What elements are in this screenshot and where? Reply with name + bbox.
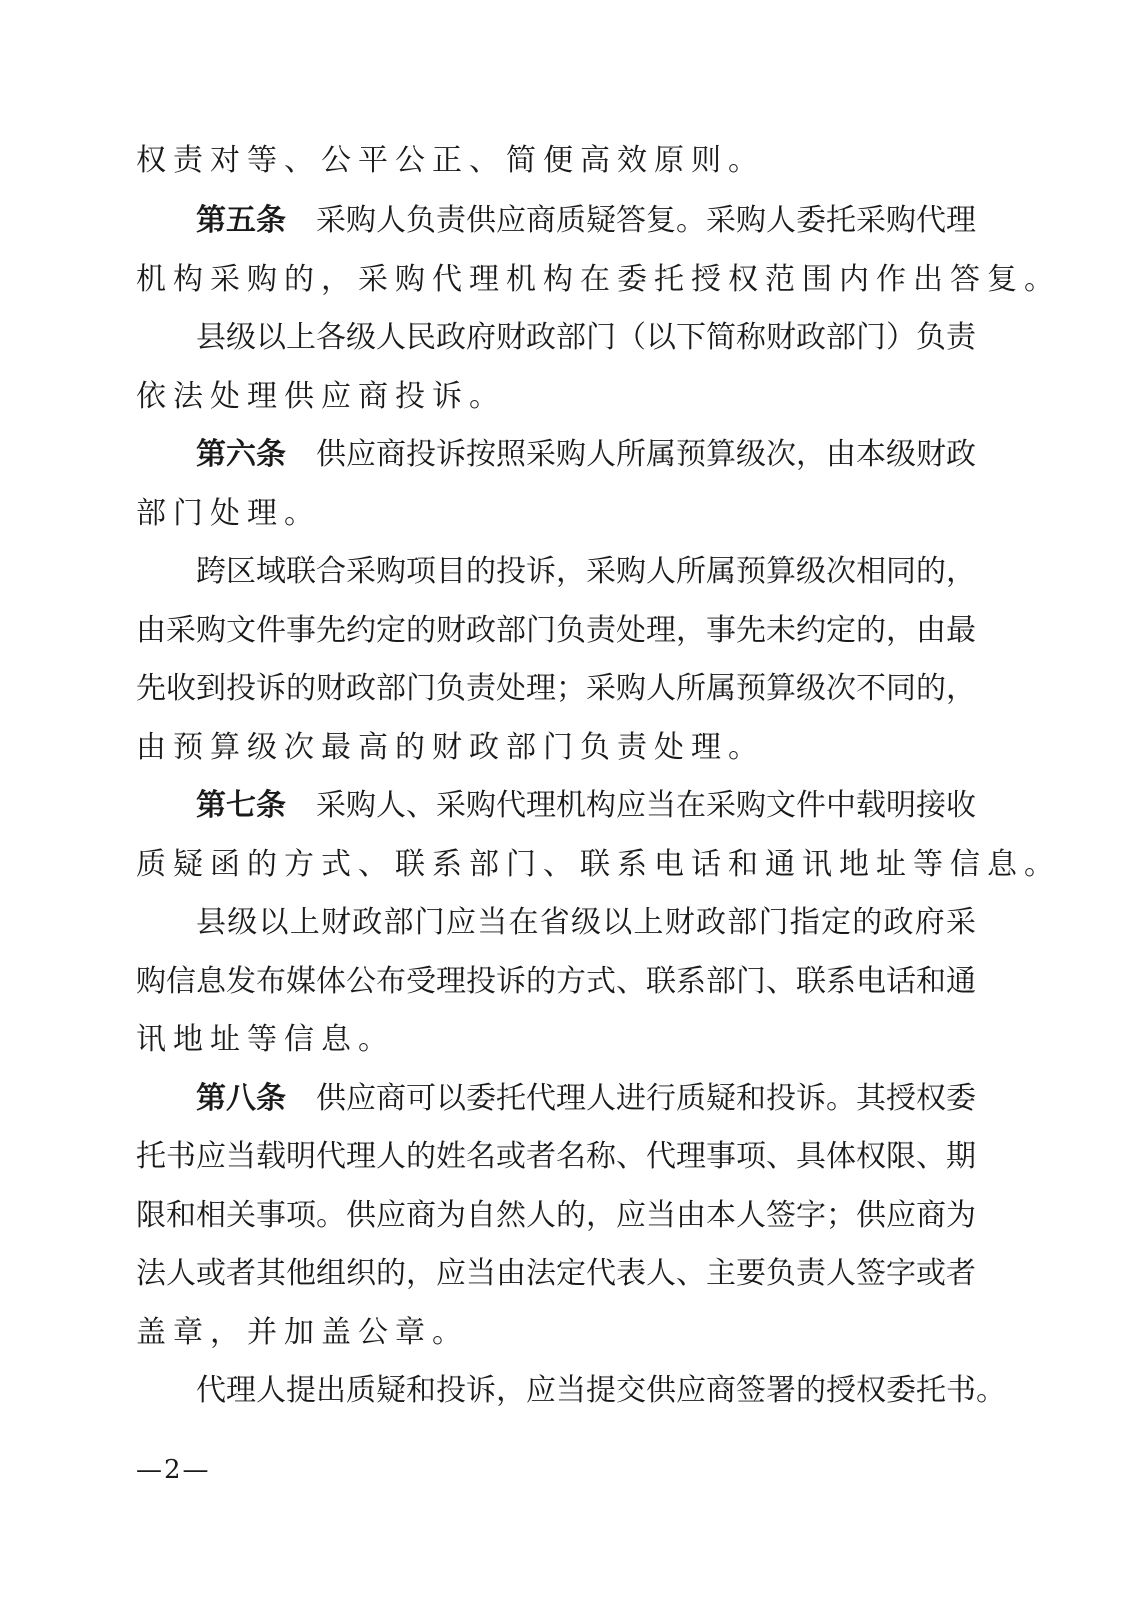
- line-text: 代理人提出质疑和投诉，应当提交供应商签署的授权委托书。: [196, 1373, 1006, 1408]
- text-line: [136, 131, 976, 191]
- line-text: 县级以上各级人民政府财政部门（以下简称财政部门）负责: [196, 320, 976, 355]
- line-text: 机构采购的，采购代理机构在委托授权范围内作出答复。: [136, 262, 1061, 297]
- line-text: 部门处理。: [136, 496, 321, 531]
- text-line: [136, 601, 976, 661]
- line-text: 盖章，并加盖公章。: [136, 1315, 469, 1350]
- line-text: 讯地址等信息。: [136, 1022, 395, 1057]
- article-number: 第七条: [196, 788, 286, 823]
- text-line: [136, 835, 1061, 895]
- article-number: 第八条: [196, 1081, 286, 1116]
- text-line: [136, 718, 976, 778]
- line-text: 法人或者其他组织的，应当由法定代表人、主要负责人签字或者: [136, 1256, 976, 1291]
- page-number: —2—: [136, 1455, 211, 1485]
- article-line: [196, 1069, 976, 1129]
- line-text: 县级以上财政部门应当在省级以上财政部门指定的政府采: [196, 905, 976, 940]
- article-line: [196, 776, 976, 836]
- text-line: [136, 1186, 976, 1246]
- line-text: 权责对等、公平公正、简便高效原则。: [136, 143, 765, 178]
- line-text: 采购人、采购代理机构应当在采购文件中载明接收: [316, 788, 976, 823]
- text-line: [136, 1244, 976, 1304]
- line-text: 供应商可以委托代理人进行质疑和投诉。其授权委: [316, 1081, 976, 1116]
- line-text: 质疑函的方式、联系部门、联系电话和通讯地址等信息。: [136, 847, 1061, 882]
- line-text: 由采购文件事先约定的财政部门负责处理，事先未约定的，由最: [136, 613, 976, 648]
- article-number: 第六条: [196, 437, 286, 472]
- text-line: [136, 952, 976, 1012]
- text-line: [136, 1127, 976, 1187]
- line-text: 跨区域联合采购项目的投诉，采购人所属预算级次相同的，: [196, 554, 976, 589]
- text-line: [136, 659, 976, 719]
- line-text: 依法处理供应商投诉。: [136, 379, 506, 414]
- text-line: [136, 367, 976, 427]
- text-line: [196, 1361, 1006, 1421]
- line-text: 供应商投诉按照采购人所属预算级次，由本级财政: [316, 437, 976, 472]
- line-text: 托书应当载明代理人的姓名或者名称、代理事项、具体权限、期: [136, 1139, 976, 1174]
- line-text: 先收到投诉的财政部门负责处理；采购人所属预算级次不同的，: [136, 671, 976, 706]
- article-line: [196, 191, 976, 251]
- article-line: [196, 425, 976, 485]
- line-text: 限和相关事项。供应商为自然人的，应当由本人签字；供应商为: [136, 1198, 976, 1233]
- line-text: 购信息发布媒体公布受理投诉的方式、联系部门、联系电话和通: [136, 964, 976, 999]
- text-line: [196, 542, 976, 602]
- text-line: [136, 484, 976, 544]
- text-line: [196, 308, 976, 368]
- line-text: 由预算级次最高的财政部门负责处理。: [136, 730, 765, 765]
- text-line: [136, 1010, 976, 1070]
- text-line: [136, 250, 1061, 310]
- text-line: [196, 893, 976, 953]
- article-number: 第五条: [196, 203, 286, 238]
- line-text: 采购人负责供应商质疑答复。采购人委托采购代理: [316, 203, 976, 238]
- text-line: [136, 1303, 976, 1363]
